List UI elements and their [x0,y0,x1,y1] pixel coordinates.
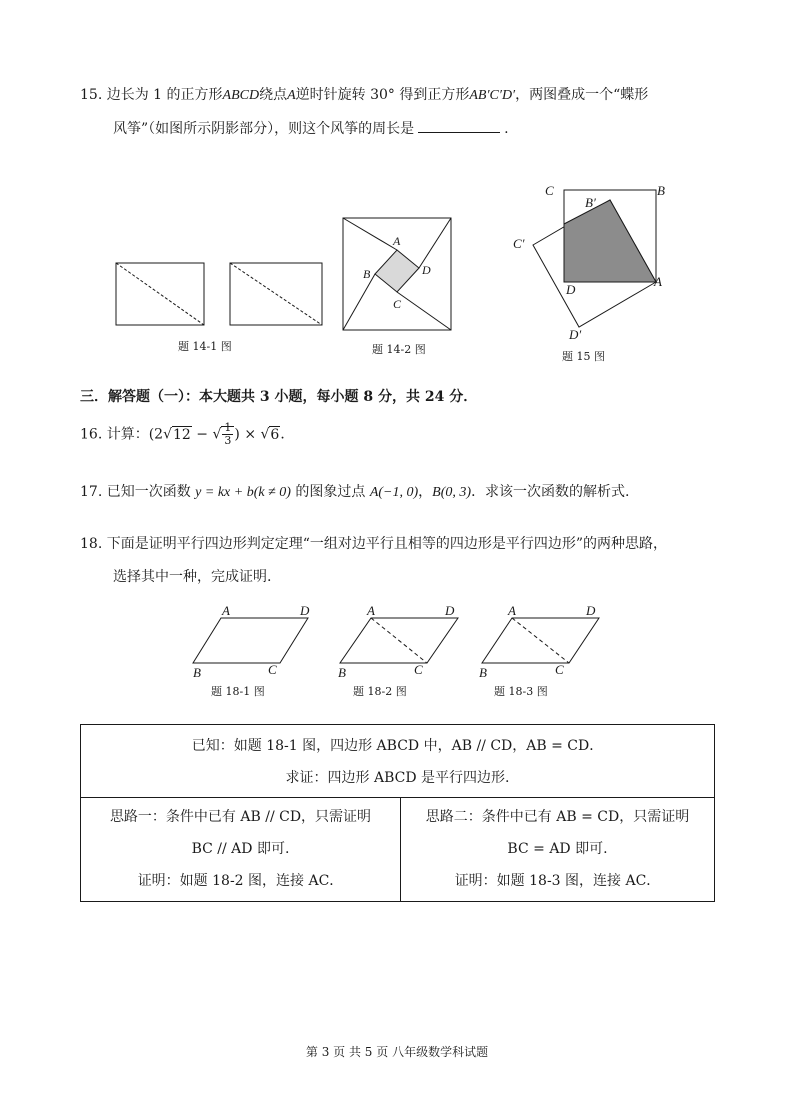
q15-number: 15. [80,87,103,103]
given-prove-cell [81,725,715,798]
figure-15 [505,178,680,348]
fig18-2-label-d: D [445,603,455,618]
q15-text-b: 绕点 [259,87,288,103]
fig14-2-line-1 [343,218,397,250]
fig14-2-caption: 题 14-2 图 [372,343,426,356]
q18-line2: 选择其中一种，完成证明. [113,569,272,585]
fig18-3-caption: 题 18-3 图 [494,685,548,698]
figure-14-2 [340,215,455,333]
q17-formula: y = kx + b(k ≠ 0) [195,485,291,500]
fig15-label-a: A [654,274,662,289]
q18-number: 18. [80,536,103,552]
q16-times: ) × [234,426,261,443]
fig15-label-c: C [545,183,554,198]
figure-18-2 [333,600,468,680]
fig18-1-caption: 题 18-1 图 [211,685,265,698]
q15-line2 [113,118,509,138]
fig14-2-label-b: B [363,267,371,281]
q16-open: (2 [148,426,164,443]
fig18-1-label-a: A [222,603,230,618]
fig18-3-label-d: D [586,603,596,618]
fig18-1-label-c: C [268,662,277,677]
fig15-kite-shaded [564,200,656,282]
fig14-2-line-3 [343,274,375,330]
q17-text-b: 的图象过点 [295,484,366,500]
q16-line: 16. 计算：(2√12 − √ $\frac{1}{3}$ ) × √6． [80,421,295,447]
prove-text: 求证：四边形 ABCD 是平行四边形. [285,770,510,786]
idea2-line2: BC = AD 即可. [507,841,608,857]
q17-point-a: A(−1, 0) [369,485,419,500]
fig14-1-diagonal-right [230,263,322,325]
q15-square2: AB′C′D′ [469,88,516,103]
q16-frac-den: 3 [224,434,232,447]
idea1-cell[interactable] [81,798,401,902]
idea1-line3: 证明：如题 18-2 图，连接 AC． [137,873,344,889]
q17-text-a: 已知一次函数 [106,484,191,500]
idea2-line1: 思路二：条件中已有 AB = CD，只需证明 [425,809,690,825]
fig14-2-line-2 [419,218,451,268]
idea1-line1: 思路一：条件中已有 AB // CD，只需证明 [109,809,372,825]
q16-end: ． [280,426,295,443]
q18-text-line1: 下面是证明平行四边形判定定理“一组对边平行且相等的四边形是平行四边形”的两种思路， [106,536,668,552]
fig18-2-caption: 题 18-2 图 [353,685,407,698]
fig18-1-label-b: B [193,665,201,680]
fig14-2-label-d: D [422,263,431,277]
fig15-label-b-prime: B′ [585,195,596,210]
q17-number: 17. [80,484,103,500]
fig14-1-diagonal-left [116,263,204,325]
fig14-1-caption: 题 14-1 图 [178,340,232,353]
fig15-caption: 题 15 图 [562,350,605,363]
q16-number: 16. [80,426,103,443]
q15-answer-blank[interactable] [418,118,500,133]
q16-sqrt12: 12 [173,426,191,443]
fig15-label-b: B [657,183,665,198]
q17-text-c: ．求该一次函数的解析式. [471,484,630,500]
q15-square1: ABCD [222,88,260,103]
fig18-3-label-b: B [479,665,487,680]
fig15-label-d: D [566,282,576,297]
q15-text-a: 边长为 1 的正方形 [106,87,223,103]
fig18-2-diagonal-ac [371,618,427,663]
q15-end: . [504,121,509,137]
q17-sep: ， [418,484,433,500]
q15-text-d: ，两图叠成一个“蝶形 [515,87,649,103]
section3-heading: 三．解答题（一）：本大题共 3 小题，每小题 8 分，共 24 分． [80,389,478,405]
fig18-2-label-c: C [414,662,423,677]
figure-14-1 [110,258,330,330]
q17-point-b: B(0, 3) [432,485,472,500]
fig14-2-inner-square [375,250,419,292]
q15-text-c: 逆时针旋转 30° 得到正方形 [295,87,470,103]
proof-table [80,724,715,902]
q16-sqrt6: 6 [270,426,280,443]
fig14-2-label-a: A [393,234,401,248]
idea2-line3: 证明：如题 18-3 图，连接 AC． [454,873,661,889]
q16-minus: − [191,426,213,443]
given-text: 已知：如题 18-1 图，四边形 ABCD 中，AB // CD，AB = CD． [191,738,604,754]
fig18-3-label-c: C [555,662,564,677]
idea1-line2: BC // AD 即可. [191,841,290,857]
fig18-3-diagonal-ac [512,618,569,663]
q15-point: A [287,88,296,103]
figure-18-1 [188,600,323,680]
fig14-2-line-4 [397,292,451,330]
q16-label: 计算： [106,426,149,443]
fig15-label-c-prime: C′ [513,236,525,251]
q15-line1 [80,84,648,104]
q18-line1 [80,533,667,553]
q16-fraction [222,422,233,447]
q15-text-line2: 风筝”（如图所示阴影部分），则这个风筝的周长是 [113,121,415,137]
fig18-1-label-d: D [300,603,310,618]
q17-line [80,481,630,501]
fig15-label-d-prime: D′ [569,327,582,342]
fig18-2-label-a: A [367,603,375,618]
q16-frac-num: 1 [224,421,232,434]
fig18-2-label-b: B [338,665,346,680]
idea2-cell[interactable] [401,798,715,902]
figure-18-3 [474,600,609,680]
page-footer: 第 3 页 共 5 页 八年级数学科试题 [305,1045,489,1059]
fig18-1-parallelogram [193,618,308,663]
fig18-3-label-a: A [508,603,516,618]
fig14-2-label-c: C [393,297,402,311]
